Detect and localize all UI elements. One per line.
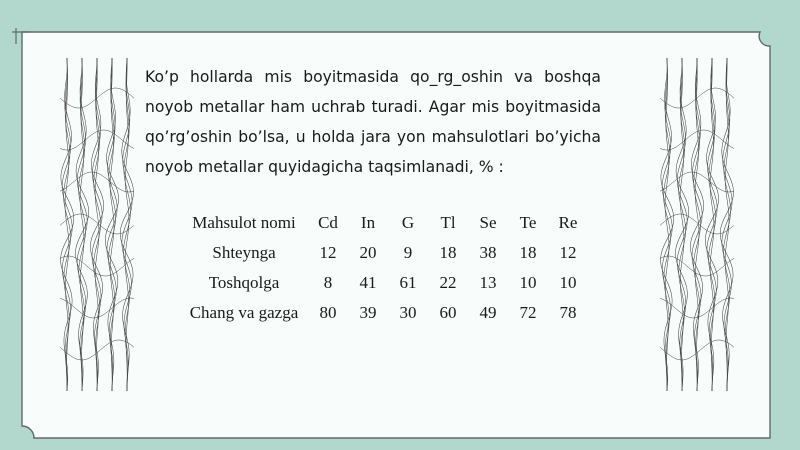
wave-sweep <box>60 340 134 360</box>
table-cell: 61 <box>399 273 417 292</box>
wave-sweep <box>60 172 134 192</box>
table-cell: 9 <box>403 243 413 262</box>
table-cell: 72 <box>519 303 537 322</box>
table-cell: 18 <box>519 243 537 262</box>
table-header-row <box>180 208 588 238</box>
column-header: Tl <box>440 213 456 232</box>
wave-sweep <box>60 256 134 276</box>
table-row <box>180 238 588 268</box>
table-cell: 13 <box>479 273 497 292</box>
table-cell: 30 <box>399 303 417 322</box>
table-cell: 80 <box>319 303 337 322</box>
table-cell: 78 <box>559 303 577 322</box>
decorative-wave-pattern-right <box>660 58 735 392</box>
column-header: Cd <box>318 213 338 232</box>
table-cell: 10 <box>519 273 537 292</box>
column-header: Se <box>479 213 497 232</box>
decorative-wave-pattern-left <box>60 58 135 392</box>
wave-strand <box>120 58 133 391</box>
wave-sweep <box>660 340 734 360</box>
column-header: Te <box>519 213 537 232</box>
wave-strand <box>705 58 718 391</box>
table-cell: Chang va gazga <box>189 303 299 322</box>
column-header: Mahsulot nomi <box>192 213 296 232</box>
table-cell: 22 <box>439 273 457 292</box>
table-cell: 20 <box>359 243 377 262</box>
wave-strand <box>707 58 717 391</box>
wave-strand <box>105 58 118 391</box>
table-cell: 49 <box>479 303 497 322</box>
table-cell: 8 <box>323 273 333 292</box>
table-row <box>180 268 588 298</box>
wave-sweep <box>660 172 734 192</box>
table-row <box>180 298 588 328</box>
column-header: In <box>360 213 376 232</box>
column-header: Re <box>558 213 578 232</box>
table-cell: 10 <box>559 273 577 292</box>
wave-sweep <box>660 256 734 276</box>
table-cell: Shteynga <box>212 243 276 262</box>
table-cell: 12 <box>559 243 577 262</box>
wave-strand <box>720 58 733 391</box>
table-cell: 60 <box>439 303 457 322</box>
table-cell: Toshqolga <box>208 273 280 292</box>
metals-distribution-table <box>180 208 588 328</box>
column-header: G <box>401 213 415 232</box>
description-paragraph: Ko’p hollarda mis boyitmasida qo_rg_oshin va boshqa noyob metallar ham uchrab turadi. Agar mis boyitmasida qo’rg’oshin bo’lsa, u holda jara yon mahsulotlari bo’yicha noyob metallar quyidagicha taqsimlanadi, % : <box>145 68 601 176</box>
table-cell: 41 <box>359 273 377 292</box>
table-cell: 39 <box>359 303 377 322</box>
table-cell: 18 <box>439 243 457 262</box>
table-cell: 38 <box>479 243 497 262</box>
wave-strand <box>92 58 102 391</box>
wave-strand <box>107 58 117 391</box>
wave-strand <box>692 58 702 391</box>
table-cell: 12 <box>319 243 337 262</box>
